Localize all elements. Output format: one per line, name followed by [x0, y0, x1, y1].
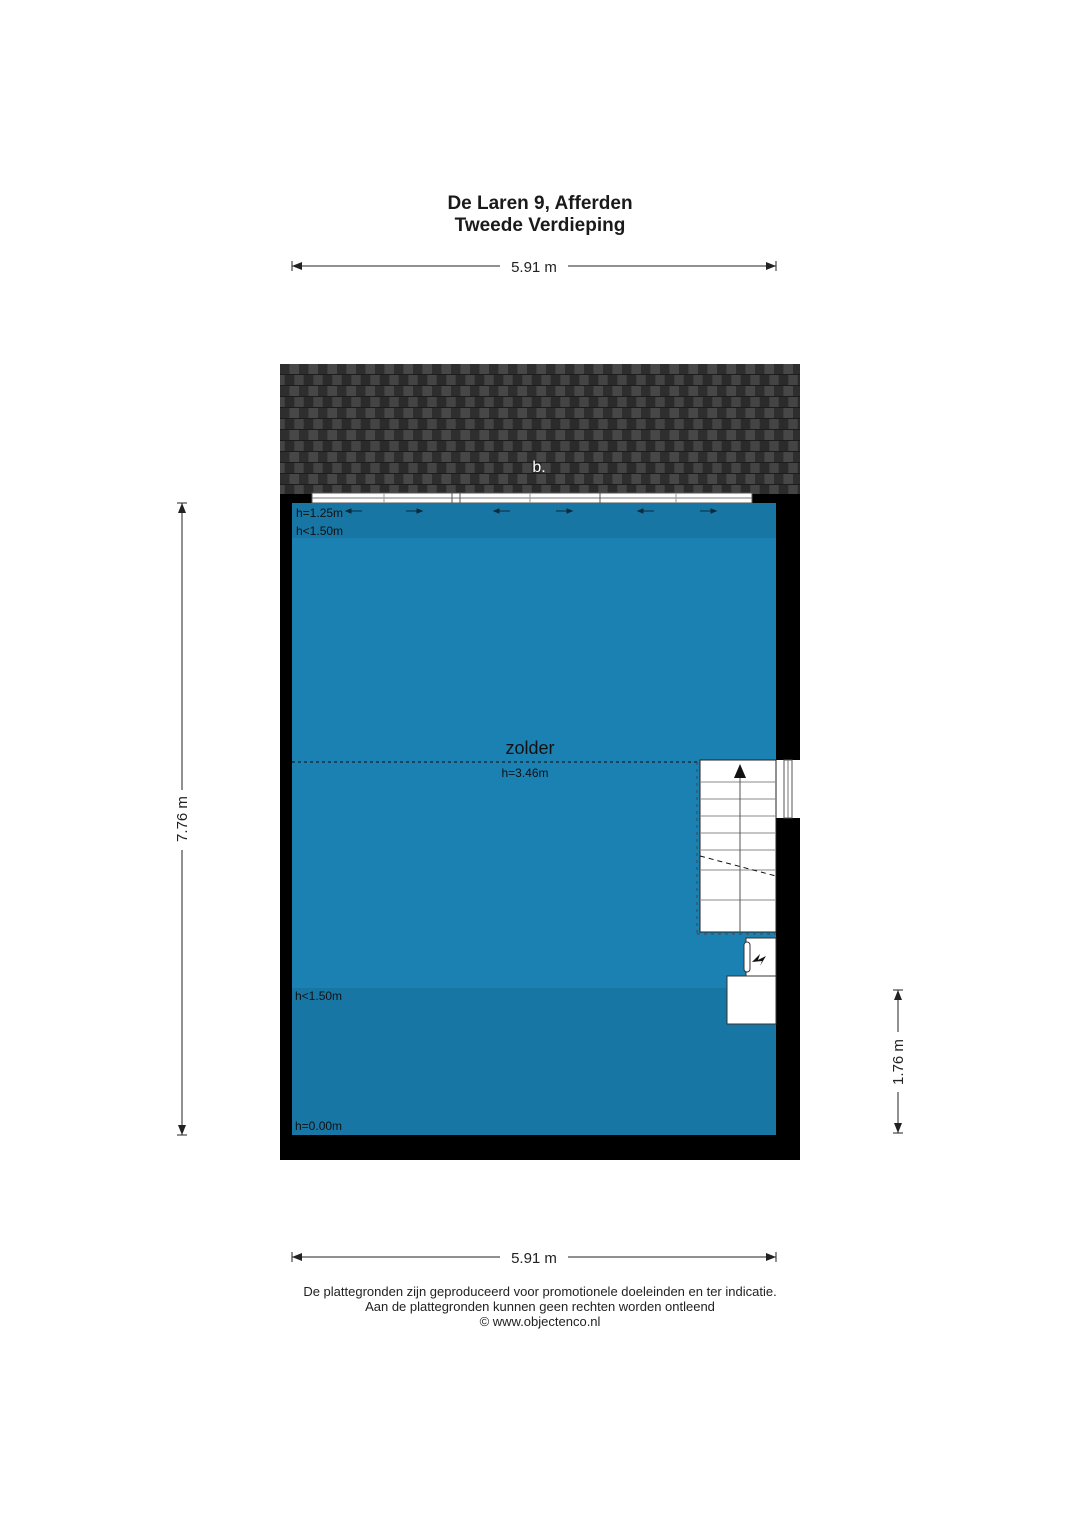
room-name-label: zolder	[505, 738, 555, 758]
bottom-dimension	[292, 1250, 776, 1267]
top-low-ceiling-zone	[292, 503, 776, 538]
staircase	[697, 760, 776, 934]
right-dimension	[890, 990, 907, 1133]
bottom-dimension-label: 5.91 m	[511, 1250, 557, 1267]
roof	[280, 364, 800, 496]
bottom-low-zone-label: h<1.50m	[295, 989, 343, 1003]
left-dimension	[174, 503, 191, 1135]
roof-label: b.	[532, 459, 546, 476]
side-window	[776, 760, 800, 818]
top-dimension	[292, 259, 776, 276]
disclaimer-line-2: Aan de plattegronden kunnen geen rechten worden ontleend	[365, 1299, 715, 1314]
dormer-window	[312, 493, 752, 503]
copyright-line: © www.objectenco.nl	[479, 1314, 601, 1329]
top-low-zone-label: h<1.50m	[296, 524, 344, 538]
address-title: De Laren 9, Afferden	[447, 193, 633, 214]
dormer-height-label: h=1.25m	[296, 506, 344, 520]
appliance-box	[727, 976, 776, 1024]
bottom-low-ceiling-zone	[292, 988, 776, 1135]
disclaimer-footer	[0, 1284, 1080, 1329]
room-height-label: h=3.46m	[501, 766, 549, 780]
floor-title: Tweede Verdieping	[454, 215, 626, 236]
right-dimension-label: 1.76 m	[890, 1039, 907, 1085]
top-dimension-label: 5.91 m	[511, 259, 557, 276]
floor-edge-label: h=0.00m	[295, 1119, 343, 1133]
left-dimension-label: 7.76 m	[174, 796, 191, 842]
disclaimer-line-1: De plattegronden zijn geproduceerd voor promotionele doeleinden en ter indicatie.	[303, 1284, 777, 1299]
